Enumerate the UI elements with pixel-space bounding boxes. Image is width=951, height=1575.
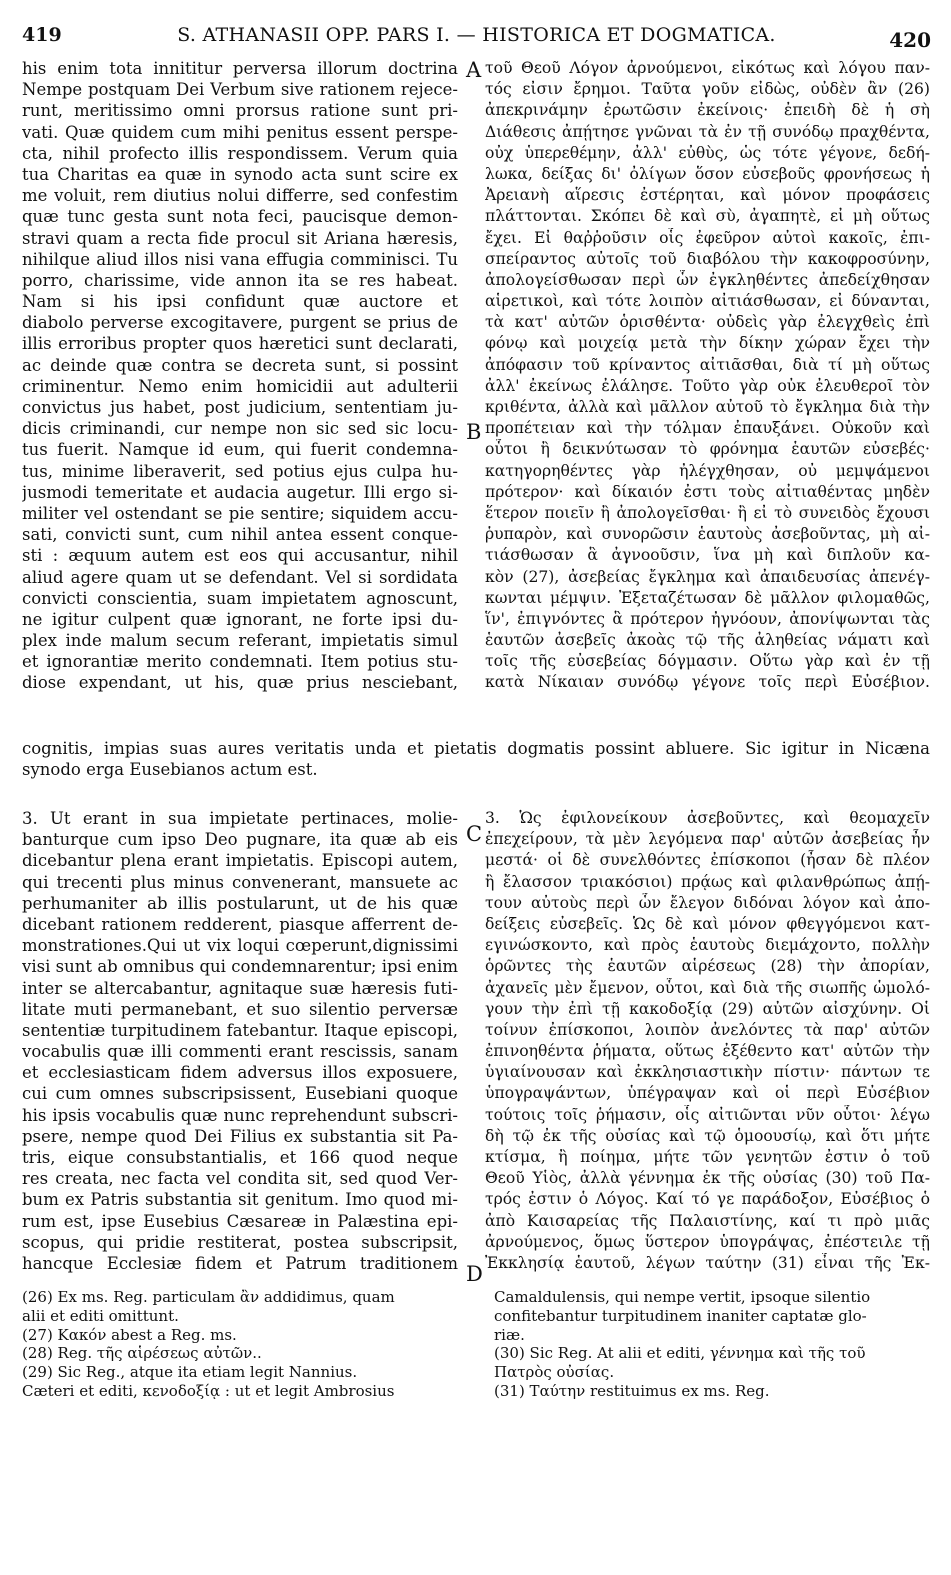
- footnote-line: Camaldulensis, qui nempe vertit, ipsoque silentio: [494, 1288, 871, 1306]
- text-line: τουν αὐτοὺς περὶ ὧν ἔλεγον διδόναι λόγον καὶ ἀπο-: [485, 893, 930, 912]
- text-line: ἀπολογείσθωσαν περὶ ὧν ἐγκληθέντες ἀπεδείχθησαν: [485, 270, 930, 289]
- footnote-line: (31) Ταύτην restituimus ex ms. Reg.: [494, 1381, 770, 1400]
- text-line: ἀχανεῖς μὲν ἔμενον, οὗτοι, καὶ διὰ τῆς σιωπῆς ὡμολό-: [485, 978, 930, 997]
- text-line: qui trecenti plus minus convenerant, mansuete ac: [22, 872, 458, 892]
- footnote-line: (27) Κακόν abest a Reg. ms.: [22, 1325, 237, 1344]
- text-line: ῥυπαρὸν, καὶ συνορῶσιν ἑαυτοὺς ἀσεβοῦντας, μὴ αἰ-: [485, 525, 930, 544]
- text-line: κὸν (27), ἀσεβείας ἔγκλημα καὶ ἀπαιδευσίας ἀπενέγ-: [485, 567, 930, 586]
- text-line: τούτοις τοῖς ῥήμασιν, οἷς αἰτιῶνται νῦν οὗτοι· λέγω: [485, 1105, 930, 1124]
- text-line: dicis criminandi, cur nempe non sic sed sic locu-: [22, 419, 458, 439]
- text-line: ἔχει. Εἰ θαῤῥοῦσιν οἷς ἐφεῦρον αὐτοὶ κακοῖς, ἐπι-: [485, 228, 930, 247]
- text-line: τιάσθωσαν ἃ ἀγνοοῦσιν, ἵνα μὴ καὶ διπλοῦν κα-: [485, 546, 930, 565]
- text-line: sententiæ turpitudinem fatebantur. Itaque episcopi,: [22, 1020, 458, 1040]
- text-line: aliud agere quam ut se defendant. Vel si sordidata: [22, 567, 458, 587]
- text-line: κτίσμα, ἢ ποίημα, μήτε τῶν γενητῶν ἐστιν ὁ τοῦ: [485, 1148, 930, 1166]
- page-number-left: 419: [22, 24, 62, 46]
- latin-column-top: [22, 58, 458, 694]
- text-line: κατηγορηθέντες γὰρ ἠλέγχθησαν, οὐ μεμψάμενοι: [485, 461, 930, 480]
- text-line: Nam si his ipsi confidunt quæ auctore et: [22, 292, 458, 312]
- text-line: Διάθεσις ἀπῄτησε γνῶναι τὰ ἐν τῇ συνόδῳ πραχθέντα,: [485, 122, 930, 141]
- text-line: jusmodi temeritate et audacia augetur. Illi ergo si-: [22, 482, 458, 502]
- text-line: ἀρνούμενος, ὅμως ὕστερον ὑπογράψας, ἐπέστειλε τῇ: [485, 1232, 930, 1251]
- text-line: εγινώσκοντο, καὶ πρὸς ἑαυτοὺς διεμάχοντο, πολλὴν: [485, 936, 930, 955]
- footnote-line: alii et editi omittunt.: [22, 1306, 179, 1325]
- text-line: vati. Quæ quidem cum mihi penitus essent perspe-: [22, 122, 458, 142]
- running-title: S. ATHANASII OPP. PARS I. — HISTORICA ET DOGMATICA.: [177, 24, 776, 46]
- footnotes-right: [494, 1288, 930, 1401]
- text-line: porro, charissime, vide annon ita se res habeat.: [22, 270, 458, 290]
- text-line: illis erroribus propter quos hæretici sunt declarati,: [22, 334, 458, 354]
- text-line: militer vel ostendant se pie sentire; siquidem accu-: [22, 503, 458, 523]
- text-line: res creata, nec facta vel condita sit, sed quod Ver-: [22, 1169, 458, 1189]
- text-line: οὐχ ὑπερεθέμην, ἀλλ' εὐθὺς, ὡς τότε γέγονε, δεδή-: [485, 143, 930, 162]
- text-line: his ipsis vocabulis quæ nunc reprehendunt subscri-: [22, 1105, 458, 1125]
- text-line: cta, nihil profecto illis respondissem. Verum quia: [22, 143, 458, 163]
- text-line: ac deinde quæ contra se decreta sunt, si possint: [22, 355, 458, 375]
- text-line: banturque cum ipso Deo pugnare, ita quæ ab eis: [22, 830, 458, 850]
- text-line: τοῖς τῆς εὐσεβείας δόγμασιν. Οὕτω γὰρ καὶ ἐν τῇ: [485, 652, 930, 671]
- text-line: visi sunt ab omnibus qui condemnarentur; ipsi enim: [22, 957, 458, 977]
- text-line: tus fuerit. Namque id eum, qui fuerit condemna-: [22, 440, 458, 460]
- text-line: scopus, qui pridie restiterat, postea subscripsit,: [22, 1232, 458, 1252]
- text-line: convicti conscientia, suam impietatem agnoscunt,: [22, 588, 458, 608]
- text-line: diabolo perverse excogitavere, purgent se prius de: [22, 313, 458, 333]
- footnote-line: confitebantur turpitudinem inaniter captatæ glo-: [494, 1306, 867, 1325]
- footnote-line: Cæteri et editi, κενοδοξίᾳ : ut et legit Ambrosius: [22, 1381, 395, 1400]
- text-line: πρότερον· καὶ δίκαιόν ἐστι τοὺς αἰτιαθέντας μηδὲν: [485, 482, 930, 501]
- text-line: stravi quam a recta fide procul sit Ariana hæresis,: [22, 228, 458, 248]
- text-line: litate muti permanebant, et suo silentio perversæ: [22, 999, 458, 1019]
- text-line: ἕτερον ποιεῖν ἢ ἀπολογεῖσθαι· ἢ εἰ τὸ συνειδὸς ἔχουσι: [485, 503, 930, 522]
- text-line: ὑγιαίνουσαν καὶ ἐκκλησιαστικὴν πίστιν· πάντων τε: [485, 1063, 930, 1082]
- text-line: ἐπινοηθέντα ῥήματα, οὕτως ἐξέθεντο κατ' αὐτῶν τὴν: [485, 1042, 930, 1061]
- text-line: et ignorantiæ merito condemnati. Item potius stu-: [22, 652, 458, 672]
- text-line: ne igitur culpent quæ ignorant, ne forte ipsi du-: [22, 609, 458, 629]
- text-line: diose expendant, ut his, quæ prius nesciebant,: [22, 673, 458, 693]
- text-line: psere, nempe quod Dei Filius ex substantia sit Pa-: [22, 1126, 458, 1146]
- text-line: cui cum omnes subscripsissent, Eusebiani quoque: [22, 1084, 458, 1104]
- text-line: τός εἰσιν ἔρημοι. Ταῦτα γοῦν εἰδὼς, οὐδὲν ἂν (26): [485, 80, 930, 99]
- text-line: 3. Ὡς ἐφιλονείκουν ἀσεβοῦντες, καὶ θεομαχεῖν: [485, 809, 930, 827]
- text-line: criminentur. Nemo enim homicidii aut adulterii: [22, 376, 458, 396]
- text-line: tris, eique consubstantialis, et 166 quod neque: [22, 1148, 458, 1167]
- text-line: convictus jus habet, post judicium, sententiam ju-: [22, 398, 458, 417]
- text-line: ὑπογραψάντων, ὑπέγραψαν καὶ οἱ περὶ Εὐσέβιον: [485, 1084, 930, 1103]
- text-line: οὗτοι ἢ δεικνύτωσαν τὸ φρόνημα ἑαυτῶν εὐσεβές·: [485, 440, 930, 459]
- footnote-line: riæ.: [494, 1325, 525, 1344]
- text-line: tus, minime liberaverit, sed potius ejus culpa hu-: [22, 461, 458, 481]
- text-line: ἵν', ἐπιγνόντες ἃ πρότερον ἠγνόουν, ἀπονίψωνται τὰς: [485, 609, 930, 628]
- greek-column-bottom: [485, 808, 930, 1274]
- text-line: Ἐκκλησίᾳ ἑαυτοῦ, λέγων ταύτην (31) εἶναι τῆς Ἐκ-: [485, 1253, 930, 1272]
- text-line: ἀλλ' ἐκείνως ἐλάλησε. Τοῦτο γὰρ οὐκ ἐλευθεροῖ τὸν: [485, 376, 930, 395]
- text-line: δείξεις εὐσεβεῖς. Ὡς δὲ καὶ μόνον φθεγγόμενοι κατ-: [485, 914, 930, 933]
- text-line: nihilque aliud illos nisi vana effugia comminisci. Tu: [22, 249, 458, 269]
- text-line: me voluit, rem diutius nolui differre, sed confestim: [22, 186, 458, 206]
- footnote-line: (26) Ex ms. Reg. particulam ἂν addidimus, quam: [22, 1288, 395, 1306]
- text-line: et ecclesiasticam fidem adversus illos exposuere,: [22, 1063, 458, 1083]
- footnote-line: (30) Sic Reg. At alii et editi, γέννημα καὶ τῆς τοῦ: [494, 1344, 866, 1363]
- text-line: Θεοῦ Υἱὸς, ἀλλὰ γέννημα ἐκ τῆς οὐσίας (30) τοῦ Πα-: [485, 1169, 930, 1188]
- text-line: σπείραντος αὐτοῖς τοῦ διαβόλου τὴν κακοφροσύνην,: [485, 249, 930, 268]
- text-line: δὴ τῷ ἐκ τῆς οὐσίας καὶ τῷ ὁμοουσίῳ, καὶ ὅτι μήτε: [485, 1126, 930, 1145]
- text-line: sati, convicti sunt, cum nihil antea essent conque-: [22, 525, 458, 545]
- text-line: προπέτειαν καὶ τὴν τόλμαν ἐπαυξάνει. Οὐκοῦν καὶ: [485, 419, 930, 438]
- text-line: πλάττονται. Σκόπει δὲ καὶ σὺ, ἀγαπητὲ, εἰ μὴ οὕτως: [485, 207, 930, 226]
- text-line: 3. Ut erant in sua impietate pertinaces, molie-: [22, 809, 458, 828]
- footnotes-left: [22, 1288, 458, 1401]
- text-line: his enim tota innititur perversa illorum doctrina: [22, 59, 458, 78]
- text-line: hancque Ecclesiæ fidem et Patrum traditionem: [22, 1253, 458, 1273]
- greek-column-top: [485, 58, 930, 694]
- running-header: [22, 18, 931, 52]
- text-line: κωνται μέμψιν. Ἐξεταζέτωσαν δὲ μᾶλλον φιλομαθῶς,: [485, 588, 930, 607]
- text-line: τρός ἐστιν ὁ Λόγος. Καί τό γε παράδοξον, Εὐσέβιος ὁ: [485, 1190, 930, 1209]
- text-line: synodo erga Eusebianos actum est.: [22, 760, 318, 780]
- text-line: ἀπόφασιν τοῦ κρίναντος αἰτιᾶσθαι, διὰ τί μὴ οὕτως: [485, 355, 930, 374]
- text-line: bum ex Patris substantia sit genitum. Imo quod mi-: [22, 1190, 458, 1210]
- footnote-line: Πατρὸς οὐσίας.: [494, 1363, 615, 1382]
- section-marker-c: C: [466, 822, 483, 846]
- text-line: vocabulis quæ illi commenti erant rescissis, sanam: [22, 1042, 458, 1062]
- text-line: sti : æquum autem est eos qui accusantur, nihil: [22, 546, 458, 566]
- text-line: inter se altercabantur, agnitaque suæ hæresis futi-: [22, 978, 458, 998]
- text-line: τοίνυν ἐπίσκοποι, λοιπὸν ἀνελόντες τὰ παρ' αὐτῶν: [485, 1020, 930, 1039]
- section-marker-a: A: [466, 58, 482, 82]
- text-line: rum est, ipse Eusebius Cæsareæ in Palæstina epi-: [22, 1211, 458, 1231]
- text-line: αἱρετικοὶ, καὶ τότε λοιπὸν αἰτιάσθωσαν, εἰ δύνανται,: [485, 292, 930, 311]
- text-line: Nempe postquam Dei Verbum sive rationem rejece-: [22, 80, 458, 100]
- text-line: φόνῳ καὶ μοιχείᾳ μετὰ τὴν δίκην χώραν ἔχει τὴν: [485, 334, 930, 353]
- text-line: dicebant rationem redderent, piasque afferrent de-: [22, 914, 458, 934]
- footnote-line: (28) Reg. τῆς αἱρέσεως αὐτῶν..: [22, 1344, 262, 1363]
- text-line: quæ tunc gesta sunt nota feci, paucisque demon-: [22, 207, 458, 227]
- text-line: ὁρῶντες τὴς ἑαυτῶν αἱρέσεως (28) τὴν ἀπορίαν,: [485, 957, 930, 976]
- text-line: τοῦ Θεοῦ Λόγον ἀρνούμενοι, εἰκότως καὶ λόγου παν-: [485, 59, 930, 77]
- text-line: λωκα, δείξας δι' ὀλίγων ὅσον εὐσεβοῦς φρονήσεως ἡ: [485, 164, 930, 183]
- text-line: ἀπὸ Καισαρείας τῆς Παλαιστίνης, καί τι πρὸ μιᾶς: [485, 1211, 930, 1230]
- text-line: ἀπεκρινάμην ἐρωτῶσιν ἐκείνοις· ἐπειδὴ δὲ ἡ σὴ: [485, 101, 930, 120]
- page-number-right: 420: [889, 28, 931, 52]
- text-line: tua Charitas ea quæ in synodo acta sunt scire ex: [22, 164, 458, 184]
- text-line: ἢ ἔλασσον τριακόσιοι) πρᾴως καὶ φιλανθρώπως ἀπῄ-: [485, 872, 930, 891]
- text-line: τὰ κατ' αὐτῶν ὁρισθέντα· οὐδεὶς γὰρ ἐλεγχθεὶς ἐπὶ: [485, 313, 930, 332]
- text-line: cognitis, impias suas aures veritatis unda et pietatis dogmatis possint abluere. Sic igitur in Nicæna: [22, 739, 930, 758]
- text-line: κριθέντα, ἀλλὰ καὶ μᾶλλον αὐτοῦ τὸ ἔγκλημα διὰ τὴν: [485, 398, 930, 416]
- section-marker-b: B: [466, 420, 482, 444]
- text-line: γουν τὴν ἐπὶ τῇ κακοδοξίᾳ (29) αὐτῶν αἰσχύνην. Οἱ: [485, 999, 930, 1018]
- text-line: κατὰ Νίκαιαν συνόδῳ γέγονε τοῖς περὶ Εὐσέβιον.: [485, 673, 930, 692]
- text-line: runt, meritissimo omni prorsus ratione sunt pri-: [22, 101, 458, 121]
- section-marker-d: D: [466, 1262, 483, 1286]
- full-width-lines: [22, 738, 930, 780]
- text-line: monstrationes.Qui ut vix loqui cœperunt,dignissimi: [22, 936, 458, 956]
- text-line: ἐπεχείρουν, τὰ μὲν λεγόμενα παρ' αὐτῶν ἀσεβείας ἦν: [485, 830, 930, 849]
- text-line: plex inde malum secum referant, impietatis simul: [22, 631, 458, 651]
- footnote-line: (29) Sic Reg., atque ita etiam legit Nannius.: [22, 1363, 358, 1382]
- text-line: perhumaniter ab illis postularunt, ut de his quæ: [22, 893, 458, 913]
- latin-column-bottom: [22, 808, 458, 1274]
- text-line: ἑαυτῶν ἀσεβεῖς ἀκοὰς τῷ τῆς ἀληθείας νάματι καὶ: [485, 631, 930, 650]
- text-line: dicebantur plena erant impietatis. Episcopi autem,: [22, 851, 458, 871]
- text-line: Ἀρειανὴ αἵρεσις ἐστέρηται, καὶ μόνον προφάσεις: [485, 186, 930, 205]
- text-line: μεστά· οἱ δὲ συνελθόντες ἐπίσκοποι (ἦσαν δὲ πλέον: [485, 851, 930, 870]
